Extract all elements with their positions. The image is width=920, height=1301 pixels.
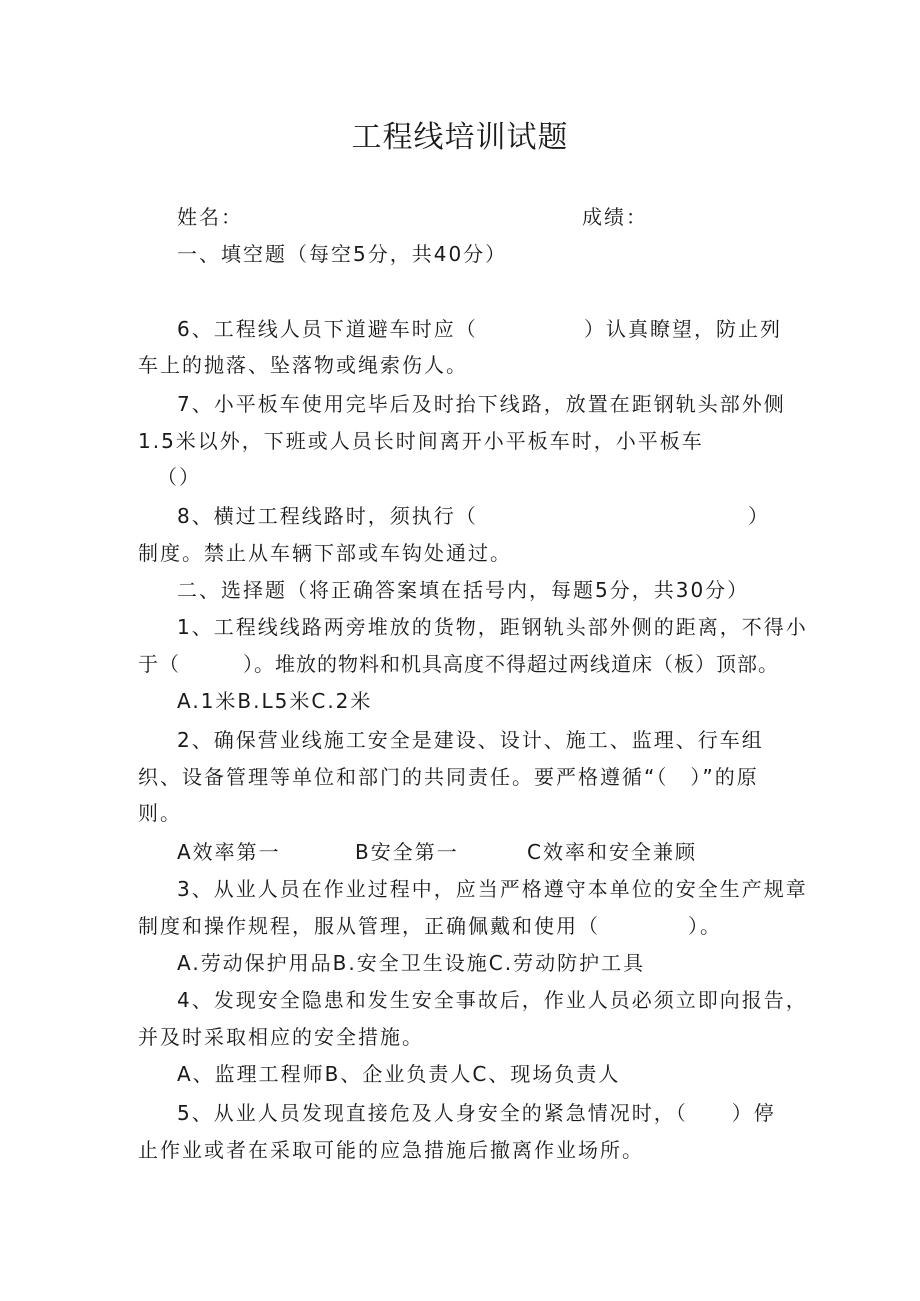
s2-q2-line2: 织、设备管理等单位和部门的共同责任。要严格遵循“（ ）”的原 [138, 765, 759, 789]
q6-part2: ）认真瞭望，防止列 [584, 317, 782, 341]
s2-q4-line1: 4、发现安全隐患和发生安全事故后，作业人员必须立即向报告， [177, 988, 808, 1012]
q7-line3: （） [157, 465, 201, 489]
s2-q2-option-a: A效率第一 [177, 840, 281, 864]
s2-q2-option-b: B安全第一 [355, 840, 459, 864]
q8-part2: ） [748, 504, 770, 528]
section1-heading: 一、填空题（每空5分，共40分） [177, 242, 508, 266]
score-label: 成绩： [582, 205, 648, 229]
q8-part1: 8、横过工程线路时，须执行（ [177, 504, 478, 528]
section2-heading: 二、选择题（将正确答案填在括号内，每题5分，共30分） [177, 578, 750, 602]
s2-q5-line2: 止作业或者在采取可能的应急措施后撤离作业场所。 [138, 1138, 644, 1162]
s2-q5-line1: 5、从业人员发现直接危及人身安全的紧急情况时，（ ）停 [177, 1101, 776, 1125]
s2-q4-options: A、监理工程师B、企业负责人C、现场负责人 [177, 1062, 621, 1086]
q6-part1: 6、工程线人员下道避车时应（ [177, 317, 478, 341]
s2-q1-line2: 于（ ）。堆放的物料和机具高度不得超过两线道床（板）顶部。 [138, 652, 779, 676]
s2-q3-options: A.劳动保护用品B.安全卫生设施C.劳动防护工具 [177, 951, 646, 975]
q8-line2: 制度。禁止从车辆下部或车钩处通过。 [138, 541, 512, 565]
s2-q1-options: A.1米B.L5米C.2米 [177, 689, 373, 713]
q6-line2: 车上的抛落、坠落物或绳索伤人。 [138, 353, 468, 377]
q7-line1: 7、小平板车使用完毕后及时抬下线路，放置在距钢轨头部外侧 [177, 392, 786, 416]
s2-q3-line1: 3、从业人员在作业过程中，应当严格遵守本单位的安全生产规章 [177, 877, 808, 901]
s2-q1-line1: 1、工程线线路两旁堆放的货物，距钢轨头部外侧的距离，不得小 [177, 615, 808, 639]
s2-q3-line2: 制度和操作规程，服从管理，正确佩戴和使用（ ）。 [138, 914, 722, 938]
name-label: 姓名： [177, 205, 243, 229]
page-title: 工程线培训试题 [351, 120, 569, 155]
s2-q4-line2: 并及时采取相应的安全措施。 [138, 1025, 424, 1049]
s2-q2-line3: 则。 [138, 801, 182, 825]
s2-q2-line1: 2、确保营业线施工安全是建设、设计、施工、监理、行车组 [177, 728, 764, 752]
s2-q2-option-c: C效率和安全兼顾 [527, 840, 697, 864]
q7-line2: 1.5米以外，下班或人员长时间离开小平板车时，小平板车 [138, 429, 704, 453]
